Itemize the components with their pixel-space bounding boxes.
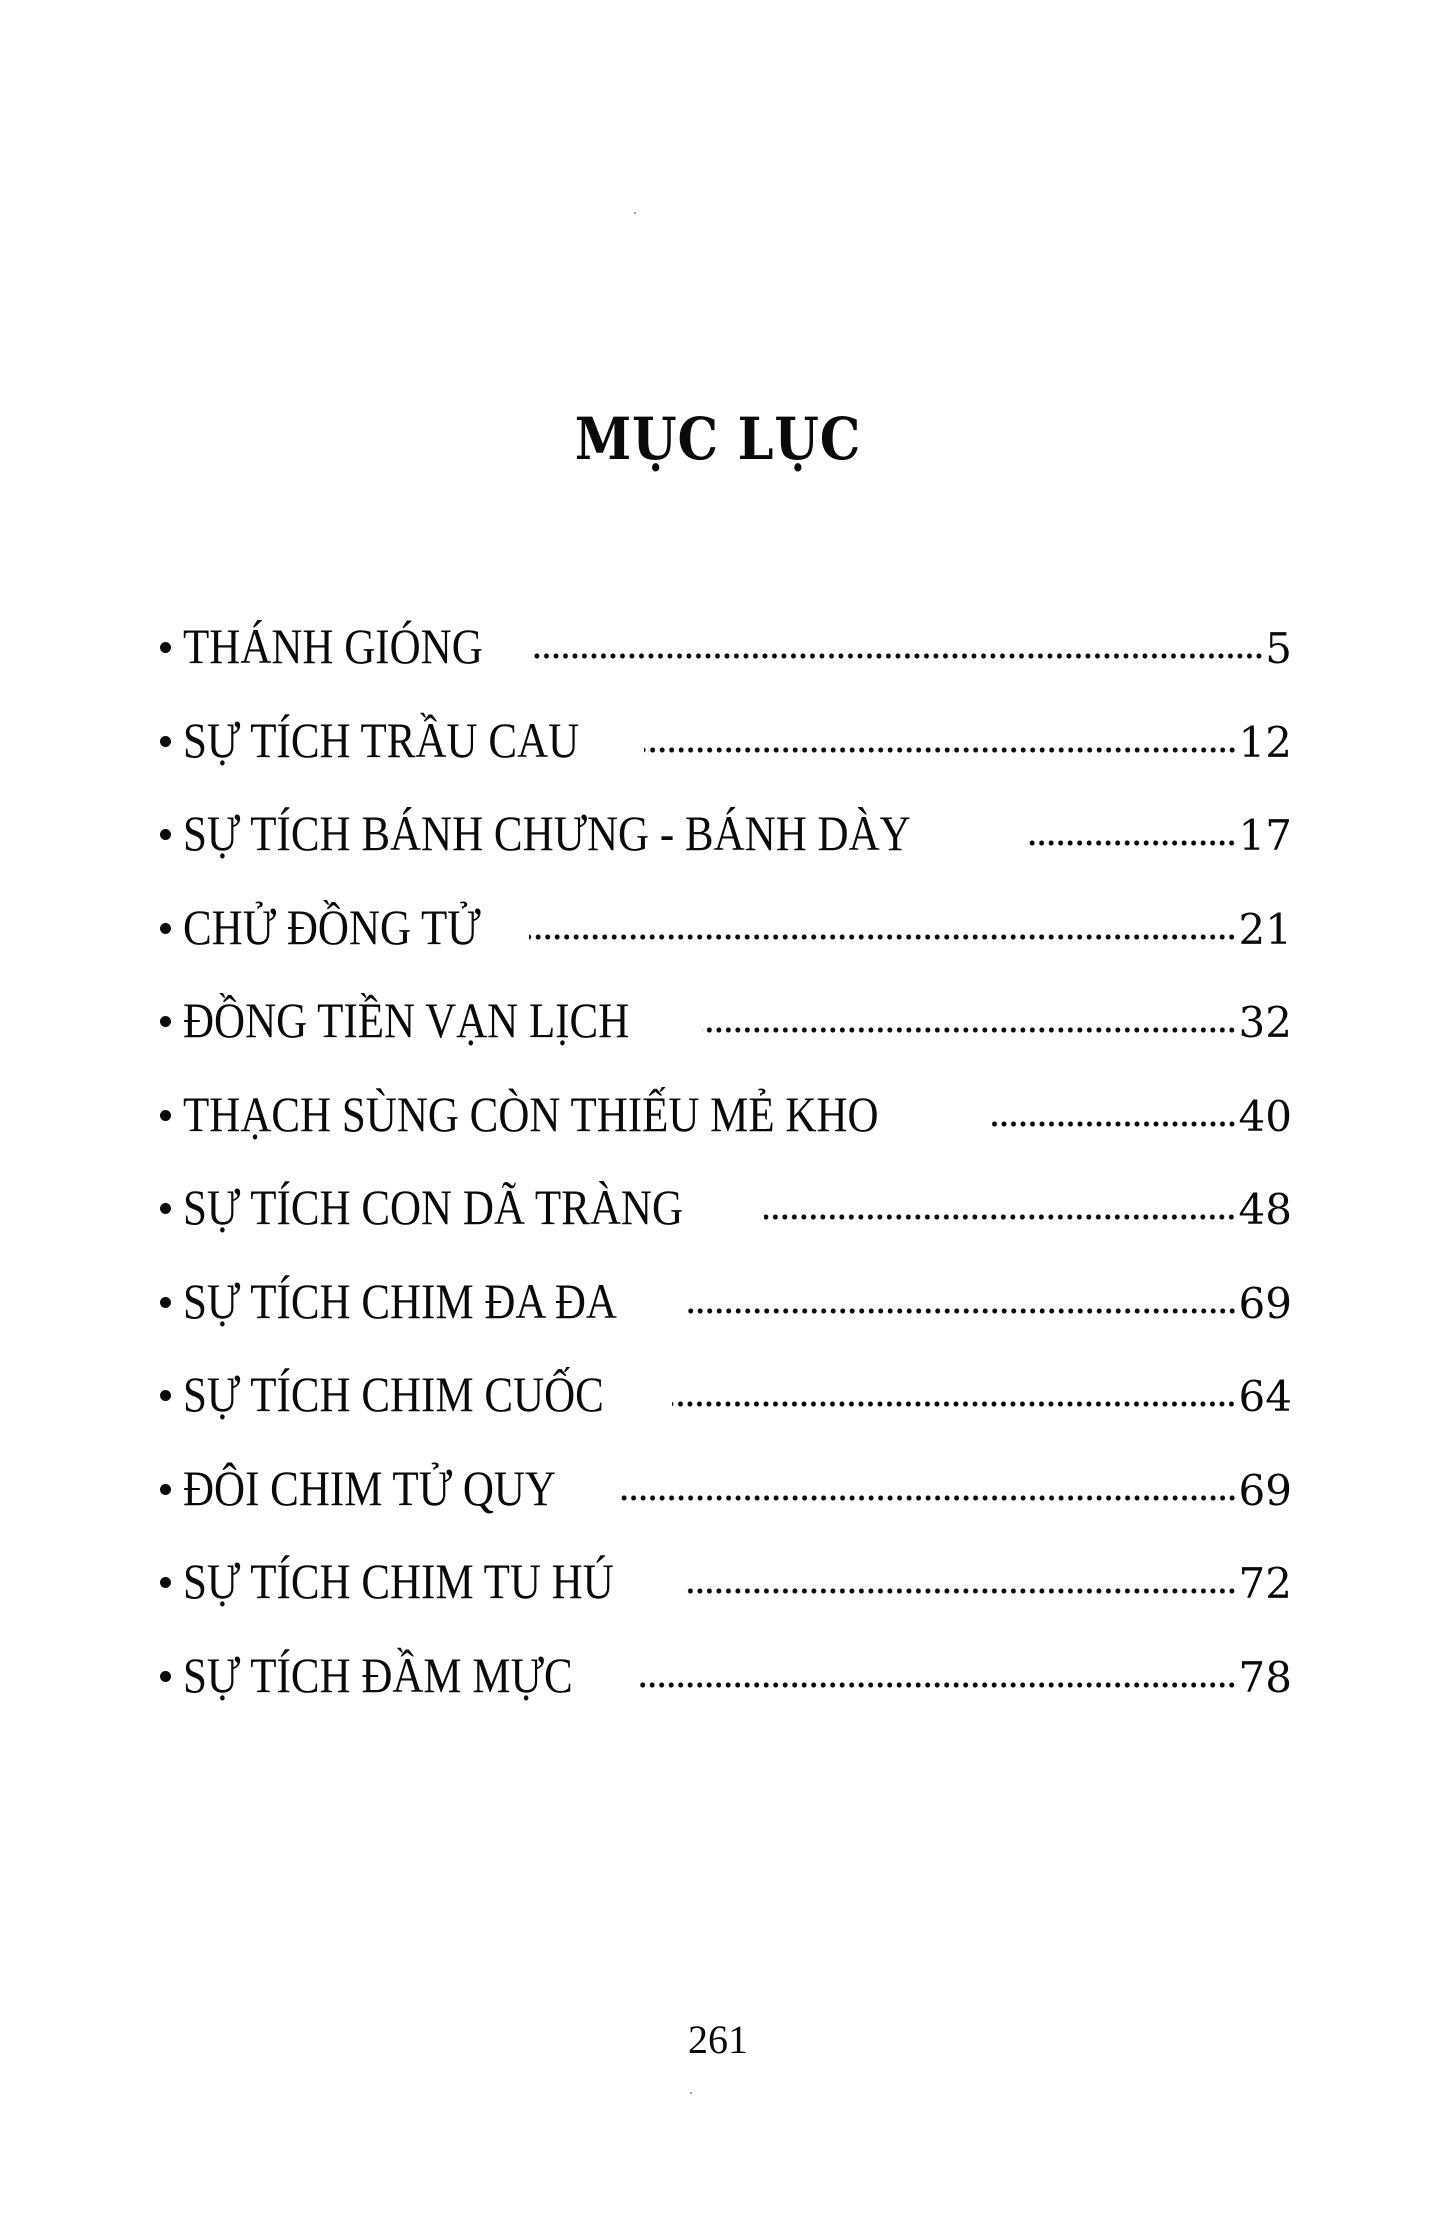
dot-leader <box>617 1495 1237 1501</box>
bullet-icon <box>160 736 171 747</box>
dot-leader <box>532 653 1264 659</box>
toc-entry-title: SỰ TÍCH CHIM CUỐC <box>183 1366 604 1422</box>
dot-leader <box>684 1588 1237 1594</box>
table-of-contents <box>160 600 1292 1722</box>
dot-leader <box>1029 840 1236 846</box>
dot-leader <box>636 1682 1236 1688</box>
toc-entry[interactable] <box>160 1535 1292 1629</box>
toc-entry-title: SỰ TÍCH ĐẦM MỰC <box>183 1646 573 1703</box>
bullet-icon <box>160 829 171 840</box>
bullet-icon <box>160 1110 171 1121</box>
dot-leader <box>644 747 1237 753</box>
toc-entry[interactable] <box>160 694 1292 788</box>
page-number: 261 <box>688 2017 748 2062</box>
dot-leader <box>764 1214 1236 1220</box>
bullet-icon <box>160 642 171 653</box>
bullet-icon <box>160 1390 171 1401</box>
bullet-icon <box>160 1484 171 1495</box>
bullet-icon <box>160 1577 171 1588</box>
toc-entry[interactable] <box>160 600 1292 694</box>
toc-entry-page: 64 <box>1238 1372 1292 1421</box>
dot-leader <box>672 1401 1236 1407</box>
toc-entry-page: 32 <box>1238 998 1292 1047</box>
toc-entry-page: 12 <box>1238 717 1292 767</box>
toc-entry-page: 69 <box>1238 1465 1292 1515</box>
toc-entry[interactable] <box>160 1629 1292 1723</box>
bullet-icon <box>160 1016 171 1027</box>
bullet-icon <box>160 1297 171 1308</box>
toc-entry[interactable] <box>160 974 1292 1068</box>
dot-leader <box>688 1308 1237 1314</box>
toc-entry-title: SỰ TÍCH TRẦU CAU <box>183 711 580 768</box>
bullet-icon <box>160 923 171 934</box>
toc-entry[interactable] <box>160 1442 1292 1536</box>
toc-entry-title: SỰ TÍCH CON DÃ TRÀNG <box>183 1179 684 1235</box>
toc-entry-page: 17 <box>1238 811 1292 860</box>
toc-entry-page: 69 <box>1238 1278 1292 1328</box>
toc-entry-page: 48 <box>1238 1185 1292 1234</box>
toc-entry-title: SỰ TÍCH BÁNH CHƯNG - BÁNH DÀY <box>183 805 911 861</box>
toc-entry[interactable] <box>160 1348 1292 1442</box>
toc-entry-title: SỰ TÍCH CHIM ĐA ĐA <box>183 1272 617 1329</box>
page-title: MỤC LỤC <box>574 404 862 473</box>
toc-entry-page: 21 <box>1238 904 1292 954</box>
bullet-icon <box>160 1671 171 1682</box>
toc-entry-title: CHỬ ĐỒNG TỬ <box>183 898 481 955</box>
toc-entry-title: ĐÔI CHIM TỬ QUY <box>183 1459 556 1516</box>
bullet-icon <box>160 1203 171 1214</box>
toc-entry-page: 72 <box>1238 1559 1292 1608</box>
dot-leader <box>529 934 1236 940</box>
toc-entry[interactable] <box>160 1255 1292 1349</box>
toc-entry[interactable] <box>160 787 1292 881</box>
toc-entry-title: THẠCH SÙNG CÒN THIẾU MẺ KHO <box>183 1085 879 1142</box>
toc-entry-title: THÁNH GIÓNG <box>183 618 483 674</box>
toc-entry[interactable] <box>160 1161 1292 1255</box>
scan-speck <box>634 212 636 214</box>
dot-leader <box>702 1027 1237 1033</box>
toc-entry[interactable] <box>160 1068 1292 1162</box>
scan-speck <box>690 2092 692 2094</box>
toc-entry-title: ĐỒNG TIỀN VẠN LỊCH <box>183 992 630 1048</box>
toc-entry[interactable] <box>160 881 1292 975</box>
dot-leader <box>992 1121 1237 1127</box>
toc-entry-page: 40 <box>1238 1091 1292 1141</box>
toc-entry-page: 5 <box>1265 624 1292 673</box>
toc-entry-title: SỰ TÍCH CHIM TU HÚ <box>183 1553 614 1609</box>
toc-entry-page: 78 <box>1238 1652 1292 1702</box>
